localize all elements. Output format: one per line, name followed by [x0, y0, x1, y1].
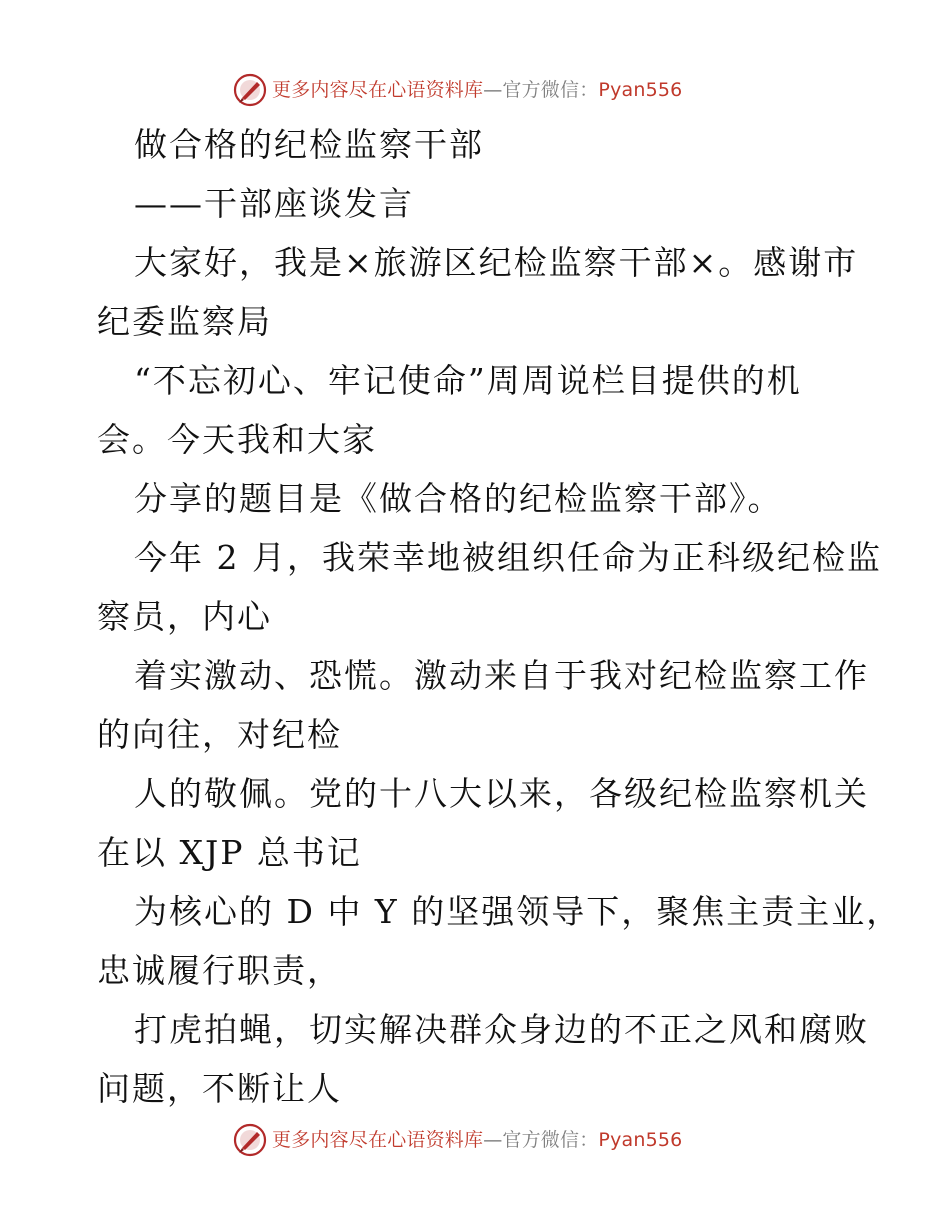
watermark-wechat-label: 官方微信：: [502, 79, 599, 101]
paragraph-line: 的向往，对纪检: [97, 715, 342, 754]
document-title: 做合格的纪检监察干部: [134, 125, 484, 164]
paragraph-line: 人的敬佩。党的十八大以来，各级纪检监察机关: [134, 774, 869, 813]
watermark-brand: 更多内容尽在心语资料库: [272, 79, 484, 101]
document-subtitle: ——干部座谈发言: [134, 184, 414, 223]
watermark-separator: —: [483, 79, 503, 101]
paragraph-line: 打虎拍蝇，切实解决群众身边的不正之风和腐败: [134, 1010, 869, 1049]
paragraph-line: 忠诚履行职责，: [97, 951, 342, 990]
paragraph-line: 在以 XJP 总书记: [97, 833, 362, 872]
paragraph-line: 会。今天我和大家: [97, 420, 377, 459]
quill-seal-logo-icon: [233, 73, 267, 107]
paragraph-line: “不忘初心、牢记使命”周周说栏目提供的机: [134, 361, 802, 400]
watermark-wechat-id: Pyan556: [598, 1129, 683, 1151]
quill-seal-logo-icon: [233, 1123, 267, 1157]
paragraph-line: 为核心的 D 中 Y 的坚强领导下，聚焦主责主业，: [134, 892, 902, 931]
paragraph-line: 大家好，我是×旅游区纪检监察干部×。感谢市: [134, 243, 859, 282]
watermark-brand: 更多内容尽在心语资料库: [272, 1129, 484, 1151]
watermark-separator: —: [483, 1129, 503, 1151]
footer-watermark-banner: [0, 1120, 950, 1160]
paragraph-line: 分享的题目是《做合格的纪检监察干部》。: [134, 479, 783, 518]
watermark-wechat-id: Pyan556: [598, 79, 683, 101]
watermark-wechat-label: 官方微信：: [502, 1129, 599, 1151]
paragraph-line: 察员，内心: [97, 597, 272, 636]
paragraph-line: 问题，不断让人: [97, 1069, 342, 1108]
paragraph-line: 纪委监察局: [97, 302, 272, 341]
watermark-text: [272, 77, 682, 103]
header-watermark-banner: [0, 70, 950, 110]
paragraph-line: 着实激动、恐慌。激动来自于我对纪检监察工作: [134, 656, 869, 695]
watermark-text: [272, 1127, 682, 1153]
paragraph-line: 今年 2 月，我荣幸地被组织任命为正科级纪检监: [134, 538, 882, 577]
